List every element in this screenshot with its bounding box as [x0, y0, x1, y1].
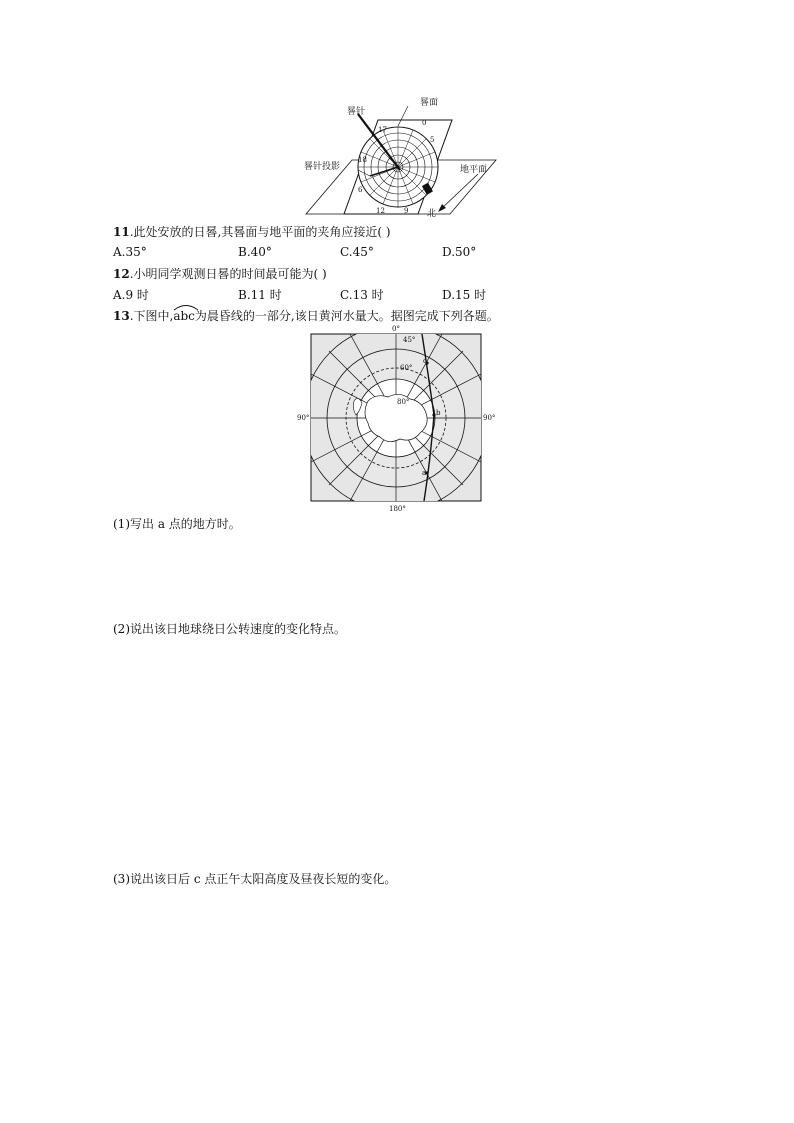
label-gnomon: 晷针: [347, 107, 366, 117]
label-lat-45: 45°: [403, 336, 416, 344]
question-number: 11: [113, 225, 130, 239]
question-text: .小明同学观测日晷的时间最可能为( ): [129, 267, 327, 281]
label-gnomon-shadow: 晷针投影: [304, 162, 341, 172]
sub-question-1: (1)写出 a 点的地方时。: [113, 517, 241, 531]
polar-map: [296, 323, 498, 515]
sub-question-2: (2)说出该日地球绕日公转速度的变化特点。: [113, 622, 346, 636]
label-bottom-meridian: 180°: [389, 505, 406, 513]
dial-number: 5: [430, 136, 435, 144]
sub-question-3: (3)说出该日后 c 点正午太阳高度及昼夜长短的变化。: [113, 872, 397, 886]
option-c: C.45°: [340, 245, 374, 259]
label-lat-60: 60°: [400, 364, 413, 372]
dial-number: 6: [358, 186, 363, 194]
question-number: 12: [113, 267, 130, 281]
label-right-meridian: 90°: [483, 414, 496, 422]
option-a: A.9 时: [113, 288, 149, 302]
label-north: 北: [427, 209, 437, 219]
label-horizontal-plane: 地平面: [460, 165, 488, 175]
question-number: 13: [113, 309, 130, 323]
label-point-b: b: [436, 409, 441, 417]
label-point-c: c: [423, 357, 427, 365]
dial-number: 12: [376, 207, 385, 215]
option-b: B.11 时: [238, 288, 282, 302]
option-b: B.40°: [238, 245, 272, 259]
question-text: 为晨昏线的一部分,该日黄河水量大。据图完成下列各题。: [194, 309, 499, 323]
label-lat-80: 80°: [397, 398, 410, 406]
dial-number: 9: [404, 207, 409, 215]
label-top-meridian: 0°: [392, 325, 400, 333]
question-text: .此处安放的日晷,其晷面与地平面的夹角应接近( ): [129, 225, 391, 239]
dial-number: 0: [422, 119, 427, 127]
option-d: D.15 时: [442, 288, 487, 302]
label-dial-face: 晷面: [420, 98, 439, 108]
question-12: [113, 266, 327, 282]
polar-figure: [296, 323, 498, 515]
label-point-a: a: [422, 469, 427, 477]
dial-number: 18: [358, 156, 367, 164]
option-a: A.35°: [113, 245, 147, 259]
question-11: [113, 224, 391, 240]
sundial-diagram: [300, 92, 500, 220]
question-13: [113, 308, 499, 324]
sundial-figure: [300, 92, 500, 220]
option-c: C.13 时: [340, 288, 384, 302]
arc-label: abc: [173, 308, 195, 324]
option-d: D.50°: [442, 245, 477, 259]
question-text: .下图中,: [129, 309, 174, 323]
label-left-meridian: 90°: [297, 414, 310, 422]
arc-mark-icon: [173, 303, 199, 311]
dial-number: 17: [378, 126, 387, 134]
